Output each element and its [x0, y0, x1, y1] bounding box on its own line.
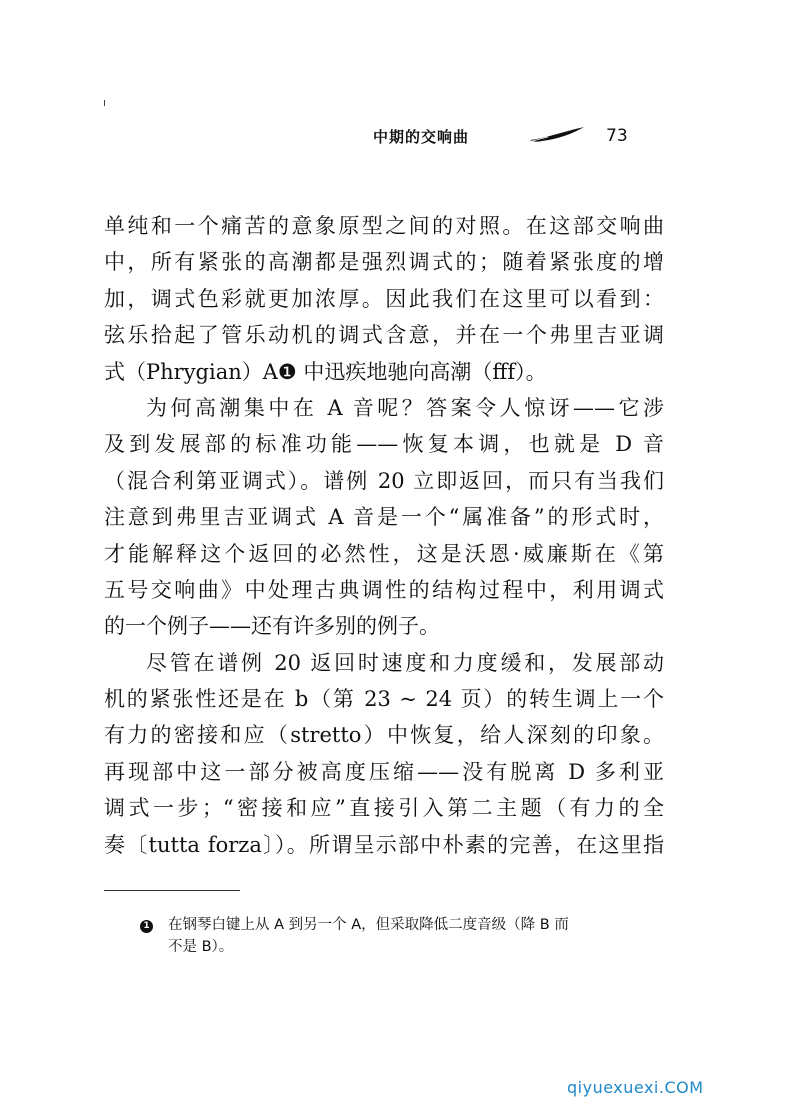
- body-line: 尽管在谱例 20 返回时速度和力度缓和，发展部动: [146, 650, 664, 675]
- quill-ornament-icon: [528, 126, 586, 144]
- body-line: 弦乐拾起了管乐动机的调式含意，并在一个弗里吉亚调: [104, 323, 664, 348]
- body-line: 及到发展部的标准功能——恢复本调，也就是 D 音: [104, 432, 664, 457]
- body-line: 的一个例子——还有许多别的例子。: [104, 614, 440, 639]
- footnote-line: 不是 B）。: [168, 939, 234, 955]
- body-line: （混合利第亚调式）。谱例 20 立即返回，而只有当我们: [104, 468, 664, 493]
- body-line: 注意到弗里吉亚调式 A 音是一个“属准备”的形式时，: [104, 505, 664, 530]
- page-number: 73: [606, 126, 628, 146]
- footnote-marker: 1: [140, 920, 153, 933]
- footnote-text: [168, 914, 668, 958]
- footnote-rule: [104, 890, 240, 891]
- body-line: 奏〔tutta forza〕）。所谓呈示部中朴素的完善，在这里指: [104, 832, 664, 857]
- footnote-line: 在钢琴白键上从 A 到另一个 A，但采取降低二度音级（降 B 而: [168, 917, 569, 933]
- body-text: [104, 208, 664, 863]
- body-line: 加，调式色彩就更加浓厚。因此我们在这里可以看到：: [104, 286, 664, 311]
- body-line: 有力的密接和应（stretto）中恢复，给人深刻的印象。: [104, 723, 664, 748]
- margin-tick: [104, 100, 105, 106]
- site-watermark: qiyuexuexi.COM: [567, 1078, 704, 1097]
- body-line: 才能解释这个返回的必然性，这是沃恩·威廉斯在《第: [104, 541, 664, 566]
- body-line: 机的紧张性还是在 b（第 23 ~ 24 页）的转生调上一个: [104, 687, 664, 712]
- body-line: 式（Phrygian）A❶ 中迅疾地驰向高潮（fff）。: [104, 359, 547, 384]
- body-line: 调式一步；“密接和应”直接引入第二主题（有力的全: [104, 796, 664, 821]
- body-line: 再现部中这一部分被高度压缩——没有脱离 D 多利亚: [104, 759, 664, 784]
- body-line: 为何高潮集中在 A 音呢？答案令人惊讶——它涉: [146, 395, 664, 420]
- body-line: 单纯和一个痛苦的意象原型之间的对照。在这部交响曲: [104, 214, 664, 238]
- body-line: 五号交响曲》中处理古典调性的结构过程中，利用调式: [104, 577, 664, 602]
- running-head-title: 中期的交响曲: [373, 128, 470, 146]
- body-line: 中，所有紧张的高潮都是强烈调式的；随着紧张度的增: [104, 250, 664, 275]
